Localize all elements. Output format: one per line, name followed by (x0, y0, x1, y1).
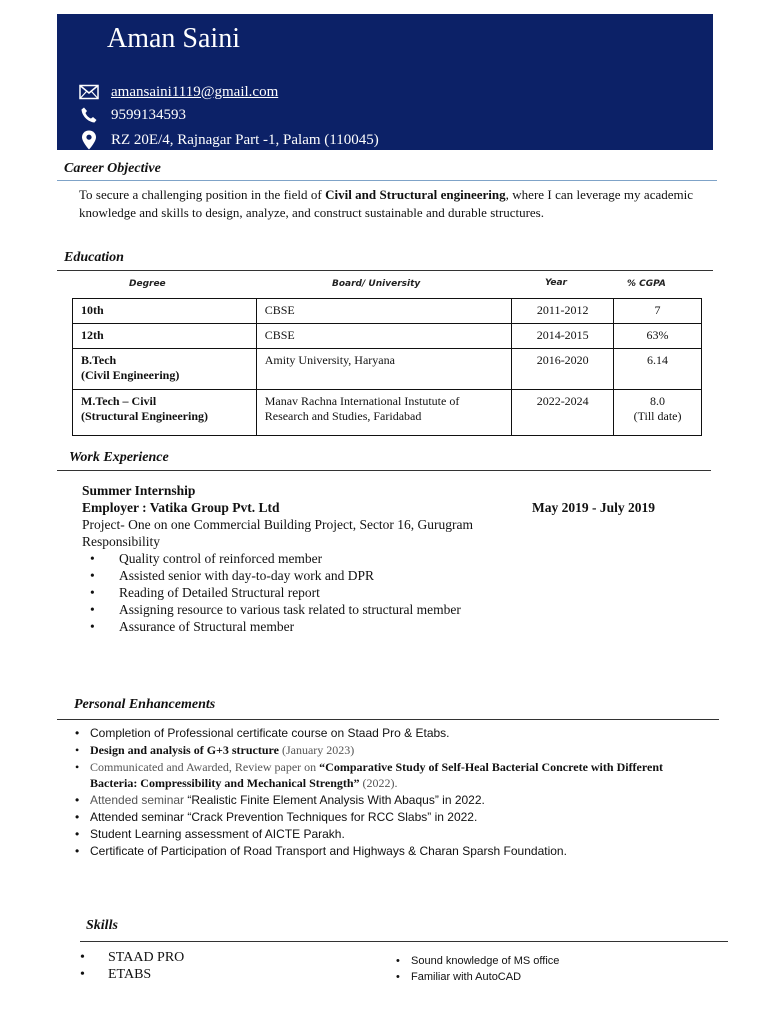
responsibility-list (82, 550, 562, 635)
list-item: • ETABS (78, 966, 278, 983)
address-row (79, 129, 379, 151)
enhancements-list (73, 725, 673, 860)
list-item: • Reading of Detailed Structural report (82, 584, 562, 601)
year-cell: 2016-2020 (512, 349, 614, 390)
phone-icon (79, 105, 99, 125)
career-objective-text: To secure a challenging position in the field of Civil and Structural engineering, where I can leverage my academic knowledge and skills to design, analyze, and construct sustainable and durable structures. (79, 187, 693, 220)
year-cell: 2011-2012 (512, 299, 614, 324)
skills-divider (80, 941, 728, 942)
board-cell: Manav Rachna International Instutute of Research and Studies, Faridabad (256, 390, 512, 436)
col-header-cgpa: % CGPA (627, 279, 666, 289)
col-header-board: Board/ University (332, 279, 421, 289)
degree-cell: B.Tech (Civil Engineering) (73, 349, 257, 390)
list-item: • Attended seminar “Realistic Finite Element Analysis With Abaqus” in 2022. (73, 792, 673, 808)
table-row (73, 299, 702, 324)
location-pin-icon (79, 130, 99, 150)
envelope-icon (79, 82, 99, 102)
project-text: Project- One on one Commercial Building Project, Sector 16, Gurugram (82, 517, 474, 532)
list-item: • Design and analysis of G+3 structure (January 2023) (73, 742, 673, 758)
list-item: • Familiar with AutoCAD (396, 969, 656, 985)
list-item: • Attended seminar “Crack Prevention Techniques for RCC Slabs” in 2022. (73, 809, 673, 825)
list-item: • Assigning resource to various task related to structural member (82, 601, 562, 618)
year-cell: 2014-2015 (512, 324, 614, 349)
personal-enhancements-title: Personal Enhancements (74, 697, 216, 712)
col-header-year: Year (545, 278, 567, 288)
cgpa-cell: 7 (614, 299, 702, 324)
board-cell: CBSE (256, 324, 512, 349)
list-item: • STAAD PRO (78, 949, 278, 966)
list-item: • Certificate of Participation of Road Transport and Highways & Charan Sparsh Foundation. (73, 843, 673, 859)
employer-name: Employer : Vatika Group Pvt. Ltd (82, 500, 280, 515)
list-item: • Completion of Professional certificate course on Staad Pro & Etabs. (73, 725, 673, 741)
work-experience-title: Work Experience (69, 450, 169, 465)
year-cell: 2022-2024 (512, 390, 614, 436)
cgpa-cell: 8.0 (Till date) (614, 390, 702, 436)
work-experience-divider (57, 470, 711, 471)
skills-list-right (396, 953, 656, 985)
list-item: • Student Learning assessment of AICTE Parakh. (73, 826, 673, 842)
candidate-name: Aman Saini (107, 23, 240, 54)
address-text: RZ 20E/4, Rajnagar Part -1, Palam (110045) (111, 131, 379, 148)
list-item: • Assurance of Structural member (82, 618, 562, 635)
list-item: • Sound knowledge of MS office (396, 953, 656, 969)
cgpa-cell: 6.14 (614, 349, 702, 390)
internship-dates: May 2019 - July 2019 (532, 500, 655, 515)
education-title: Education (64, 250, 124, 265)
list-item: • Assisted senior with day-to-day work and DPR (82, 567, 562, 584)
resume-header (57, 14, 713, 150)
col-header-degree: Degree (129, 279, 166, 289)
phone-number: 9599134593 (111, 106, 186, 123)
role-title: Summer Internship (82, 483, 196, 498)
email-row (79, 81, 278, 103)
career-objective-divider (57, 180, 717, 181)
list-item: • Quality control of reinforced member (82, 550, 562, 567)
personal-enhancements-divider (57, 719, 719, 720)
table-row (73, 390, 702, 436)
education-table (72, 298, 702, 436)
table-row (73, 349, 702, 390)
cgpa-cell: 63% (614, 324, 702, 349)
board-cell: Amity University, Haryana (256, 349, 512, 390)
degree-cell: 12th (73, 324, 257, 349)
responsibility-label: Responsibility (82, 534, 161, 549)
skills-list-left (78, 949, 278, 983)
degree-cell: 10th (73, 299, 257, 324)
career-objective-title: Career Objective (64, 161, 161, 176)
education-divider (57, 270, 713, 271)
list-item: • Communicated and Awarded, Review paper on “Comparative Study of Self-Heal Bacterial Concrete with Different Bacteria: Compressibility and Mechanical Strength” (2022). (73, 759, 673, 791)
phone-row (79, 104, 186, 126)
email-link[interactable]: amansaini1119@gmail.com (111, 83, 279, 100)
board-cell: CBSE (256, 299, 512, 324)
degree-cell: M.Tech – Civil (Structural Engineering) (73, 390, 257, 436)
table-row (73, 324, 702, 349)
skills-title: Skills (86, 918, 118, 933)
